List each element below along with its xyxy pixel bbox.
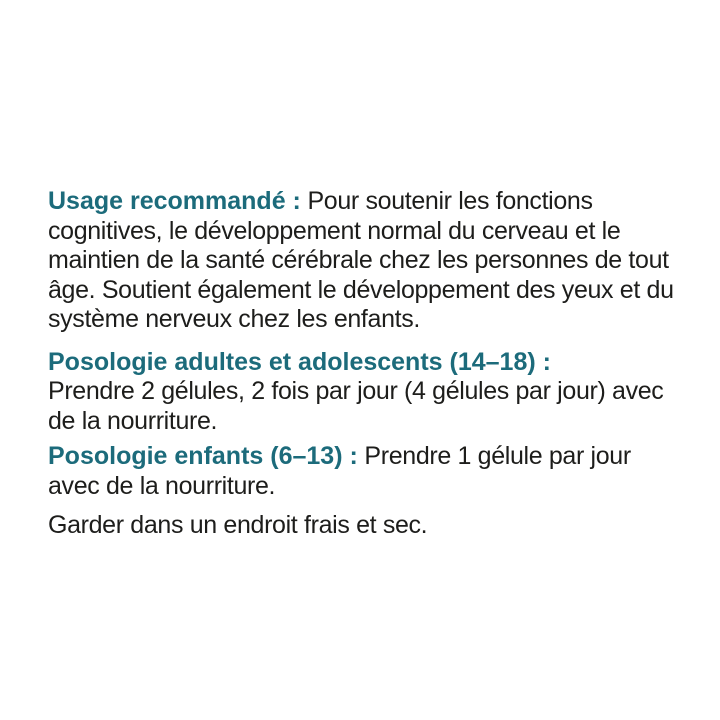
storage-text: Garder dans un endroit frais et sec. bbox=[48, 511, 428, 539]
storage-paragraph bbox=[48, 511, 688, 541]
label-text-block bbox=[48, 187, 688, 541]
adult-dosage-paragraph bbox=[48, 348, 688, 437]
child-dosage-paragraph bbox=[48, 442, 688, 501]
child-dosage-heading: Posologie enfants (6–13) : bbox=[48, 442, 358, 470]
adult-dosage-text: Prendre 2 gélules, 2 fois par jour (4 gélules par jour) avec de la nourriture. bbox=[48, 377, 664, 435]
usage-text: Pour soutenir les fonctions cognitives, le développement normal du cerveau et le maintien de la santé cérébrale chez les personnes de tout âge. Soutient également le développement des yeux et du système nerveux chez les enfants. bbox=[48, 187, 674, 333]
usage-heading: Usage recommandé : bbox=[48, 187, 301, 215]
usage-paragraph bbox=[48, 187, 688, 335]
child-dosage-text: Prendre 1 gélule par jour avec de la nourriture. bbox=[48, 442, 631, 500]
adult-dosage-heading: Posologie adultes et adolescents (14–18) : bbox=[48, 347, 551, 376]
